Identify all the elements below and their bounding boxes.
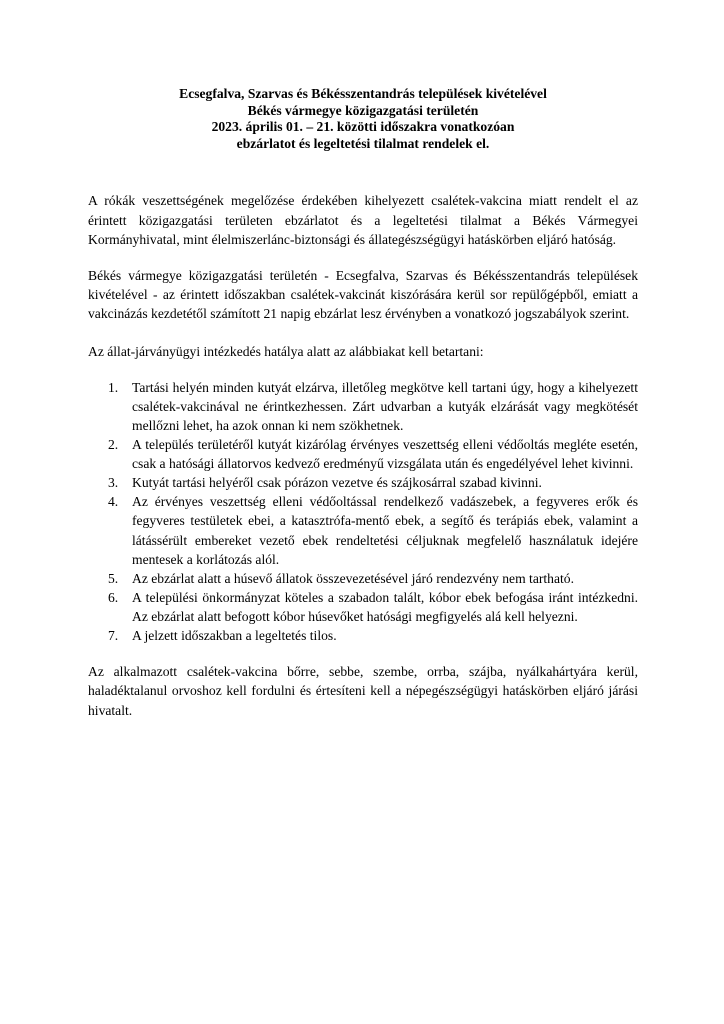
- list-item-text: A település területéről kutyát kizárólag érvényes veszettség elleni védőoltás megléte esetén, csak a hatósági állatorvos kedvező eredményű vizsgálata után és engedélyével lehet kivinni.: [132, 437, 638, 472]
- list-item-number: 5.: [108, 570, 119, 586]
- list-item: [96, 492, 638, 568]
- paragraph-intro: A rókák veszettségének megelőzése érdekében kihelyezett csalétek-vakcina miatt rendelt el az érintett közigazgatási területen ebzárlatot és a legeltetési tilalmat a Békés Vármegyei Kormányhivatal, mint élelmiszerlánc-biztonsági és állategészségügyi hatáskörben eljáró hatóság.: [88, 193, 638, 247]
- list-item-number: 7.: [108, 628, 119, 644]
- list-item-number: 3.: [108, 475, 119, 491]
- list-item-number: 1.: [108, 379, 119, 395]
- list-item-text: Az érvényes veszettség elleni védőoltással rendelkező vadászebek, a fegyveres erők és fegyveres testületek ebei, a katasztrófa-mentő ebek, a segítő és terápiás ebek, valamint a látássérült embereket vezető ebek rendeltetési céljuknak megfelelő használatuk idejére mentesek a korlátozás alól.: [132, 494, 638, 567]
- paragraph-rules-intro: Az állat-járványügyi intézkedés hatálya alatt az alábbiakat kell betartani:: [88, 343, 484, 359]
- list-item-text: A jelzett időszakban a legeltetés tilos.: [132, 628, 337, 644]
- list-item-number: 4.: [108, 494, 119, 510]
- list-item-text: Tartási helyén minden kutyát elzárva, illetőleg megkötve kell tartani úgy, hogy a kihelyezett csalétek-vakcinával ne érintkezhessen. Zárt udvarban a kutyák elzárását vagy megkötését mellőzni lehet, ha azok onnan ki nem szökhetnek.: [132, 379, 638, 433]
- paragraph-warning: Az alkalmazott csalétek-vakcina bőrre, sebbe, szembe, orrba, szájba, nyálkahártyára kerül, haladéktalanul orvoshoz kell fordulni és értesíteni kell a népegészségügyi hatáskörben eljáró járási hivatalt.: [88, 664, 638, 718]
- paragraph-area: Békés vármegye közigazgatási területén - Ecsegfalva, Szarvas és Békésszentandrás települések kivételével - az érintett időszakban csalétek-vakcinát kiszórására kerül sor repülőgépből, emiatt a vakcinázás kezdetétől számított 21 napig ebzárlat lesz érvényben a vonatkozó jogszabályok szerint.: [88, 267, 638, 322]
- list-item: [96, 435, 638, 473]
- heading-line-2: Békés vármegye közigazgatási területén: [247, 102, 479, 118]
- list-item-text: Az ebzárlat alatt a húsevő állatok összevezetésével járó rendezvény nem tartható.: [132, 570, 574, 586]
- list-item: [96, 588, 638, 626]
- document-page: [88, 86, 638, 720]
- rules-list: [88, 378, 638, 645]
- list-item-text: Kutyát tartási helyéről csak pórázon vezetve és szájkosárral szabad kivinni.: [132, 475, 542, 491]
- list-item: [96, 569, 638, 588]
- list-item-number: 6.: [108, 589, 119, 605]
- document-heading: [88, 86, 638, 152]
- list-item-text: A települési önkormányzat köteles a szabadon talált, kóbor ebek befogása iránt intézkedni. Az ebzárlat alatt befogott kóbor húsevőket hatósági megfigyelés alá kell helyezni.: [132, 589, 638, 624]
- heading-line-1: Ecsegfalva, Szarvas és Békésszentandrás települések kivételével: [179, 86, 547, 101]
- list-item-number: 2.: [108, 437, 119, 453]
- heading-line-3: 2023. április 01. – 21. közötti időszakra vonatkozóan: [211, 119, 515, 135]
- list-item: [96, 473, 638, 492]
- list-item: [96, 378, 638, 435]
- heading-line-4: ebzárlatot és legeltetési tilalmat rendelek el.: [236, 135, 490, 151]
- list-item: [96, 626, 638, 645]
